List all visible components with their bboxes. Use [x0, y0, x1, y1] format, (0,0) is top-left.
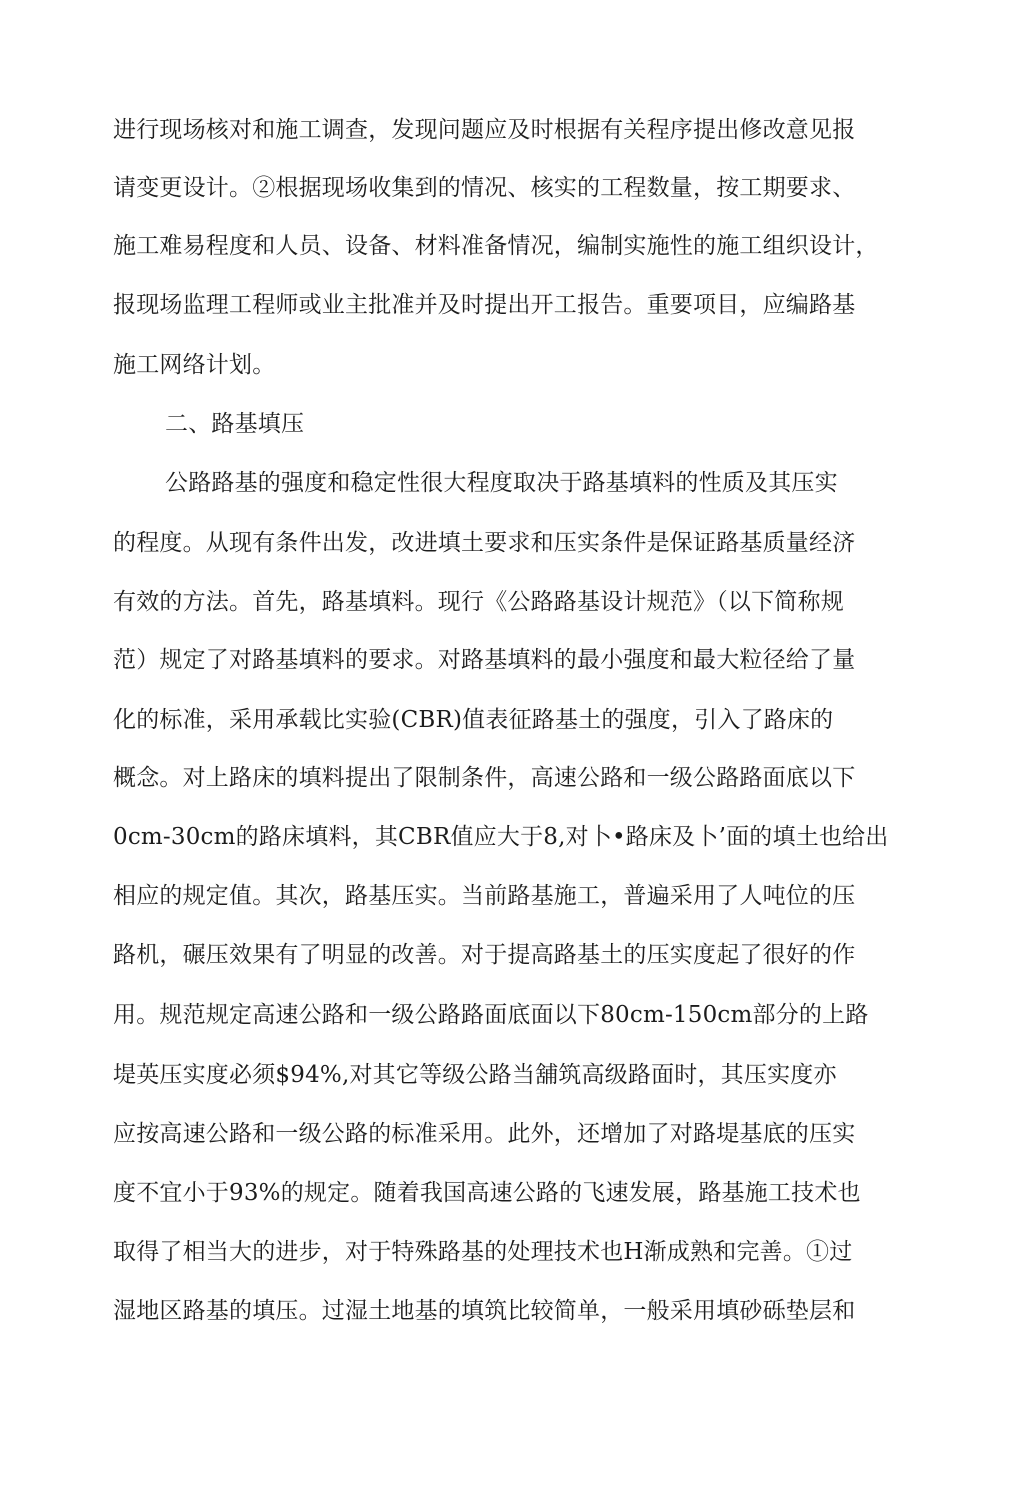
text-line: 应按高速公路和一级公路的标准采用。此外，还增加了对路堤基底的压实 — [113, 1121, 856, 1147]
text-line: 堤英压实度必须$94%,对其它等级公路当舖筑高级路面时，其压实度亦 — [113, 1062, 837, 1088]
text-line: 范）规定了对路基填料的要求。对路基填料的最小强度和最大粒径给了量 — [113, 647, 856, 673]
paragraph-first-line: 公路路基的强度和稳定性很大程度取决于路基填料的性质及其压实 — [165, 470, 838, 496]
text-line: 请变更设计。②根据现场收集到的情况、核实的工程数量，按工期要求、 — [113, 175, 856, 201]
text-line: 化的标准，采用承载比实验(CBR)值表征路基土的强度，引入了路床的 — [113, 707, 834, 733]
text-line: 有效的方法。首先，路基填料。现行《公路路基设计规范》（以下简称规 — [113, 589, 844, 615]
text-line: 用。规范规定高速公路和一级公路路面底面以下80cm-150cm部分的上路 — [113, 1002, 869, 1028]
text-line: 0cm-30cm的路床填料，其CBR值应大于8,对卜•路床及卜’面的填土也给出 — [113, 824, 889, 850]
text-line: 的程度。从现有条件出发，改进填土要求和压实条件是保证路基质量经济 — [113, 530, 856, 556]
text-line: 施工网络计划。 — [113, 352, 276, 378]
text-line: 进行现场核对和施工调查，发现问题应及时根据有关程序提出修改意见报 — [113, 117, 856, 143]
text-line: 报现场监理工程师或业主批准并及时提出开工报告。重要项目，应编路基 — [113, 292, 856, 318]
text-line: 度不宜小于93%的规定。随着我国高速公路的飞速发展，路基施工技术也 — [113, 1180, 861, 1206]
section-heading: 二、路基填压 — [165, 411, 305, 437]
text-line: 湿地区路基的填压。过湿土地基的填筑比较简单，一般采用填砂砾垫层和 — [113, 1298, 856, 1324]
text-line: 概念。对上路床的填料提出了限制条件，高速公路和一级公路路面底以下 — [113, 765, 856, 791]
text-line: 取得了相当大的进步，对于特殊路基的处理技术也H渐成熟和完善。①过 — [113, 1239, 853, 1265]
text-line: 施工难易程度和人员、设备、材料准备情况，编制实施性的施工组织设计， — [113, 233, 879, 259]
text-line: 相应的规定值。其次，路基压实。当前路基施工，普遍采用了人吨位的压 — [113, 883, 856, 909]
text-line: 路机，碾压效果有了明显的改善。对于提高路基土的压实度起了很好的作 — [113, 942, 856, 968]
